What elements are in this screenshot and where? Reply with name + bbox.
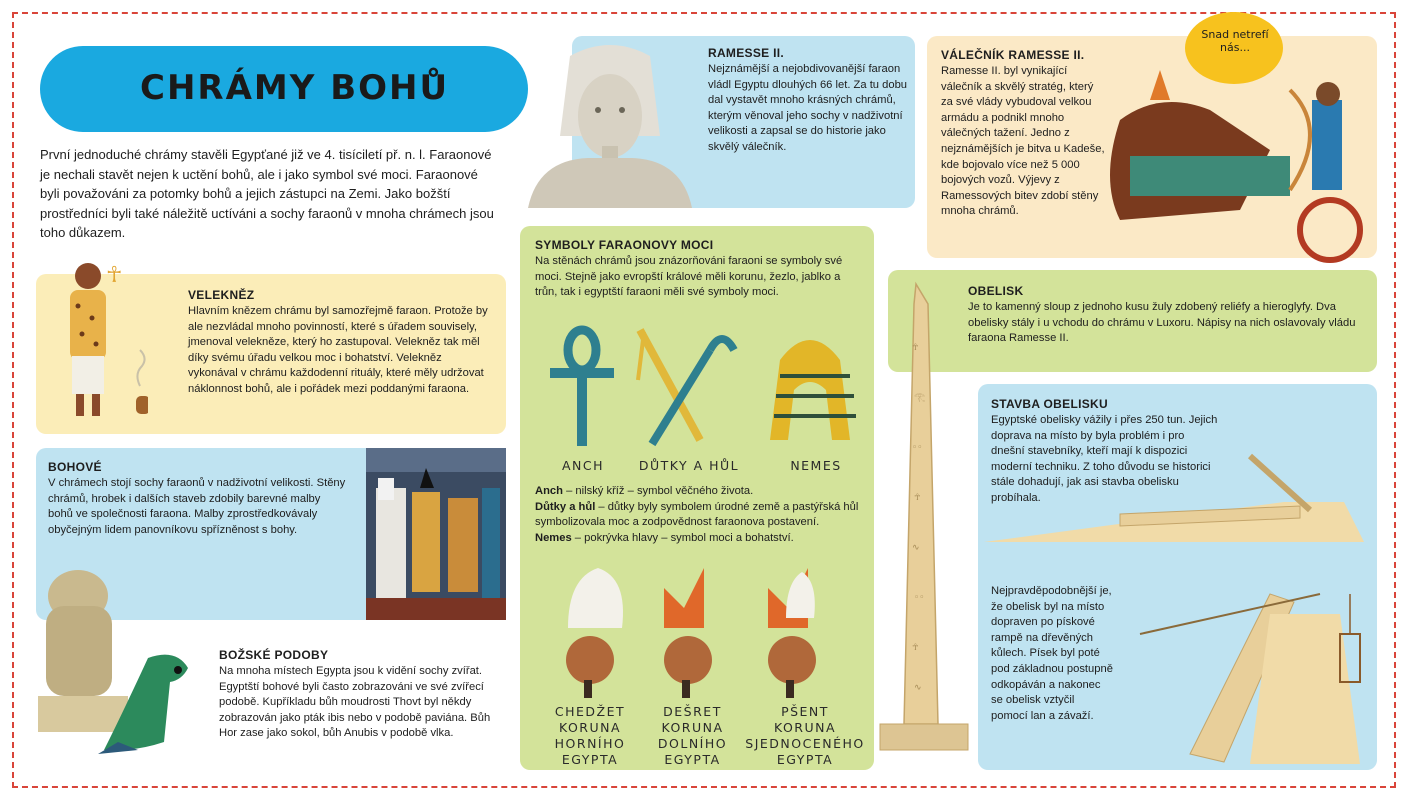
symboly-heading: SYMBOLY FARAONOVY MOCI <box>535 238 714 252</box>
definition-term: Nemes <box>535 531 572 544</box>
definition-desc: – nilský kříž – symbol věčného života. <box>562 485 754 497</box>
valecnik-text-block <box>941 48 1106 220</box>
ramesse-text-block <box>708 46 908 156</box>
red-crown-icon <box>664 568 712 698</box>
valecnik-heading: VÁLEČNÍK RAMESSE II. <box>941 48 1085 62</box>
pharaoh-symbols-illustration <box>540 320 860 450</box>
crown-label-line: CHEDŽET <box>554 704 626 719</box>
definition-desc: – pokrývka hlavy – symbol moci a bohatství. <box>571 531 794 544</box>
bohove-text: V chrámech stojí sochy faraonů v nadživotní velikosti. Stěny chrámů, hrobek i dalších staveb zdobily barevné malby bohů ve společnosti faraona. Malby zprostředkovávaly obyčejným lidem panovníkovu spřízněnost s bohy. <box>48 477 346 536</box>
svg-text:☥: ☥ <box>912 343 919 353</box>
symboly-text-block <box>535 238 861 301</box>
crown-label-line: EGYPTA <box>776 752 834 767</box>
crowns-illustration <box>540 568 860 700</box>
symbol-label-flail: DŮTKY A HŮL <box>638 458 740 473</box>
definition-dutky <box>535 500 861 531</box>
high-priest-illustration <box>48 256 148 426</box>
symboly-text: Na stěnách chrámů jsou znázorňováni faraoni se symboly své moci. Stejně jako evropští králové měli korunu, žezlo, jablko a trůn, tak i egyptští faraoni měli své symboly moci. <box>535 255 843 299</box>
svg-text:∿: ∿ <box>912 543 920 553</box>
svg-text:◦◦: ◦◦ <box>914 593 925 603</box>
symbol-label-nemes: NEMES <box>790 458 842 473</box>
obelisk-ramp-illustration <box>980 450 1375 560</box>
crown-label-line: EGYPTA <box>664 752 721 767</box>
ankh-icon <box>550 330 614 446</box>
svg-text:☥: ☥ <box>912 643 919 653</box>
crown-label-line: DEŠRET <box>663 704 722 719</box>
obelisk-raising-illustration <box>1120 574 1375 770</box>
bozske-text-block <box>219 648 509 742</box>
svg-text:☥: ☥ <box>914 493 921 503</box>
crown-label-line: DOLNÍHO <box>657 736 728 751</box>
ramesse-heading: RAMESSE II. <box>708 46 784 60</box>
bozske-text: Na mnoha místech Egypta jsou k vidění sochy zvířat. Egyptští bohové byli často zobrazováni ve své zvířecí podobě. Kupříkladu bůh moudrosti Thovt byl někdy zobrazován jako pták ibis nebo v podobě paviána. Bůh Hor zase jako sokol, bůh Anubis v podobě vlka. <box>219 665 491 740</box>
crown-label-chedzet <box>540 704 640 768</box>
crown-label-line: KORUNA <box>773 720 837 735</box>
stavba-text: Egyptské obelisky vážily i přes 250 tun. Jejich doprava na místo by byla problém i pro dnešní stavebníky, kteří mají k dispozici moderní techniku. Z toho důvodu se historici stále dohadují, jak asi stavba obelisku probíhala. <box>991 414 1218 504</box>
crown-label-line: SJEDNOCENÉHO <box>745 736 865 751</box>
ramesse-bust-illustration <box>520 36 695 208</box>
chariot-illustration <box>1090 60 1390 268</box>
svg-text:∿: ∿ <box>914 683 922 693</box>
symbol-definitions <box>535 484 861 546</box>
crown-label-line: PŠENT <box>781 704 829 719</box>
veleknez-text-block <box>188 288 488 398</box>
bohove-heading: BOHOVÉ <box>48 460 102 474</box>
symbol-label-ankh: ANCH <box>561 458 605 473</box>
definition-desc: – důtky byly symbolem úrodné země a pastýřská hůl symbolizovala moc a zodpovědnost faraonova postavení. <box>535 500 859 529</box>
bohove-text-block <box>48 460 348 538</box>
crown-label-line: KORUNA <box>661 720 724 735</box>
white-crown-icon <box>566 568 623 698</box>
crown-label-psent <box>740 704 870 768</box>
definition-anch <box>535 484 861 500</box>
tomb-painting-illustration <box>366 448 506 620</box>
bozske-heading: BOŽSKÉ PODOBY <box>219 648 329 662</box>
nemes-icon <box>770 340 856 440</box>
obelisk-text: Je to kamenný sloup z jednoho kusu žuly zdobený reliéfy a hieroglyfy. Dva obelisky stály i u vchodu do chrámu v Luxoru. Nápisy na nich oslavovaly vládu faraona Ramesse II. <box>968 301 1356 345</box>
svg-text:𓂀: 𓂀 <box>914 393 926 403</box>
crown-label-line: KORUNA <box>558 720 622 735</box>
stavba-text-2: Nejpravděpodobnější je, že obelisk byl na místo dopraven po pískové rampě na dřevěných kůlech. Písek byl poté pod základnou postupně odkopáván a nakonec se obelisk vztyčil pomocí lan a závaží. <box>991 585 1113 722</box>
animal-statues-illustration <box>28 566 198 766</box>
definition-term: Důtky a hůl <box>535 500 596 513</box>
obelisk-text-block <box>968 284 1363 347</box>
page-title: CHRÁMY BOHŮ <box>140 68 450 108</box>
crown-label-line: HORNÍHO <box>554 736 626 751</box>
intro-paragraph: První jednoduché chrámy stavěli Egypťané již ve 4. tisíciletí př. n. l. Faraonové je nechali stavět nejen k uctění bohů, ale i jako symbol své moci. Faraonové byli považováni za potomky bohů a jejich zástupci na Zemi. Jako božští prostředníci byli také náležitě uctíváni a sochy faraonů v mnoha chrámech jsou toho důkazem. <box>40 147 494 240</box>
veleknez-text: Hlavním knězem chrámu byl samozřejmě faraon. Protože by ale nezvládal mnoho povinností, které s úřadem souvisely, jmenoval velekněze, který ho zastupoval. Velekněz tak měl díky svému úřadu velkou moc i bohatství. Velekněz vykonával v chrámu každodenní rituály, které měly udržovat náklonnost bohů, ale i pořádek mezi poddanými faraona. <box>188 305 488 395</box>
svg-text:☥: ☥ <box>106 263 123 288</box>
double-crown-icon <box>768 568 816 698</box>
speech-bubble-text: Snad netrefí nás... <box>1201 28 1269 54</box>
svg-text:◦◦: ◦◦ <box>912 443 923 453</box>
valecnik-text: Ramesse II. byl vynikající válečník a skvělý stratég, který za své vlády vybudoval velkou armádu a podnikl mnoho válečných tažení. Jedno z nejznámějších je bitva u Kadeše, kde bojovalo více než 5 000 bojových vozů. Výjevy z Ramessových bitev zdobí stěny mnoha chrámů. <box>941 65 1105 218</box>
obelisk-heading: OBELISK <box>968 284 1024 298</box>
flail-and-crook-icon <box>638 330 734 444</box>
crown-label-desret <box>645 704 740 768</box>
stavba-heading: STAVBA OBELISKU <box>991 397 1108 411</box>
veleknez-heading: VELEKNĚZ <box>188 288 255 302</box>
definition-nemes <box>535 531 861 547</box>
definition-term: Anch <box>535 485 563 497</box>
ramesse-text: Nejznámější a nejobdivovanější faraon vládl Egyptu dlouhých 66 let. Za tu dobu dal vystavět mnoho krásných chrámů, kterým věnoval jeho sochy v nadživotní velikosti a zapsal se do historie jako skvělý válečník. <box>708 63 908 153</box>
crown-label-line: EGYPTA <box>561 752 619 767</box>
obelisk-illustration <box>876 280 972 758</box>
